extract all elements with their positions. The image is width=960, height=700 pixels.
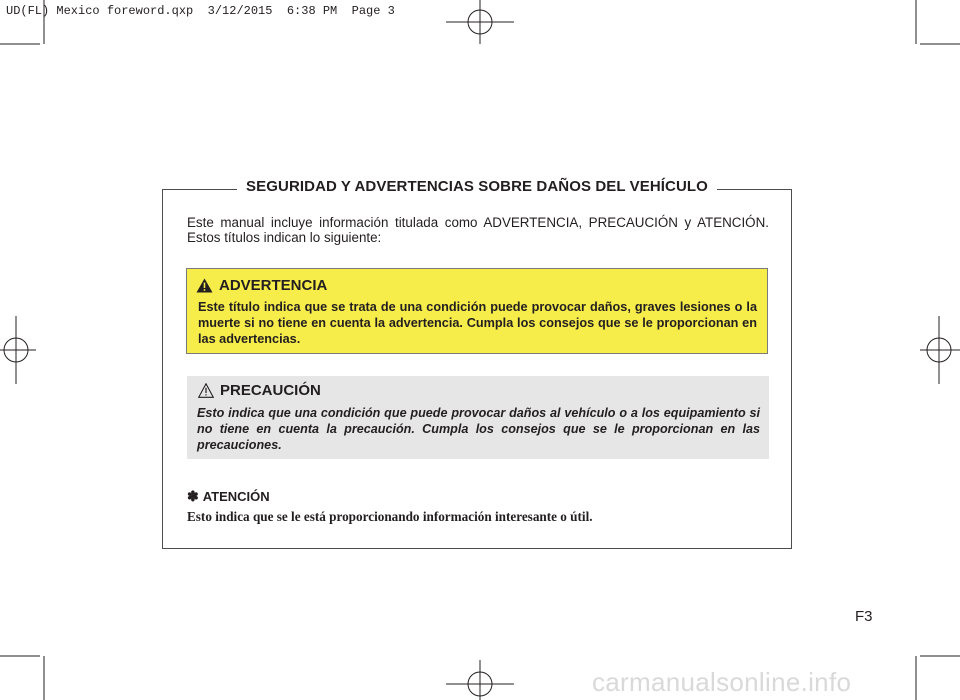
- caution-triangle-icon: [198, 383, 214, 398]
- notice-title: ATENCIÓN: [202, 489, 270, 504]
- warning-box: [186, 268, 768, 354]
- registration-mark-right: [920, 316, 960, 384]
- notice-heading: [187, 488, 270, 505]
- registration-mark-left: [0, 316, 36, 384]
- registration-mark-top: [446, 0, 514, 44]
- safety-section-frame: [162, 178, 792, 549]
- warning-heading: [196, 277, 327, 294]
- print-slug: UD(FL) Mexico foreword.qxp 3/12/2015 6:38 PM Page 3: [6, 4, 395, 18]
- warning-triangle-icon: [196, 278, 213, 293]
- caution-text: Esto indica que una condición que puede provocar daños al vehículo o a los equipamiento si no tiene en cuenta la precaución. Cumpla los consejos que se le proporcionan en las precauciones.: [197, 406, 760, 452]
- watermark: carmanualsonline.info: [592, 667, 852, 697]
- page-number: F3: [855, 608, 873, 625]
- caution-title: PRECAUCIÓN: [220, 382, 321, 399]
- intro-paragraph: Este manual incluye información titulada como ADVERTENCIA, PRECAUCIÓN y ATENCIÓN. Estos títulos indican lo siguiente:: [187, 215, 769, 245]
- notice-text: Esto indica que se le está proporcionando información interesante o útil.: [187, 509, 593, 524]
- warning-text: Este título indica que se trata de una condición puede provocar daños, graves lesiones o la muerte si no tiene en cuenta la advertencia. Cumpla los consejos que se le proporcionan en las advertencias.: [198, 300, 757, 346]
- section-title: SEGURIDAD Y ADVERTENCIAS SOBRE DAÑOS DEL VEHÍCULO: [237, 178, 717, 195]
- caution-heading: [198, 382, 321, 399]
- caution-box: [187, 376, 769, 459]
- registration-mark-bottom: [446, 660, 514, 700]
- asterisk-icon: ✽: [187, 488, 199, 504]
- warning-title: ADVERTENCIA: [219, 277, 328, 294]
